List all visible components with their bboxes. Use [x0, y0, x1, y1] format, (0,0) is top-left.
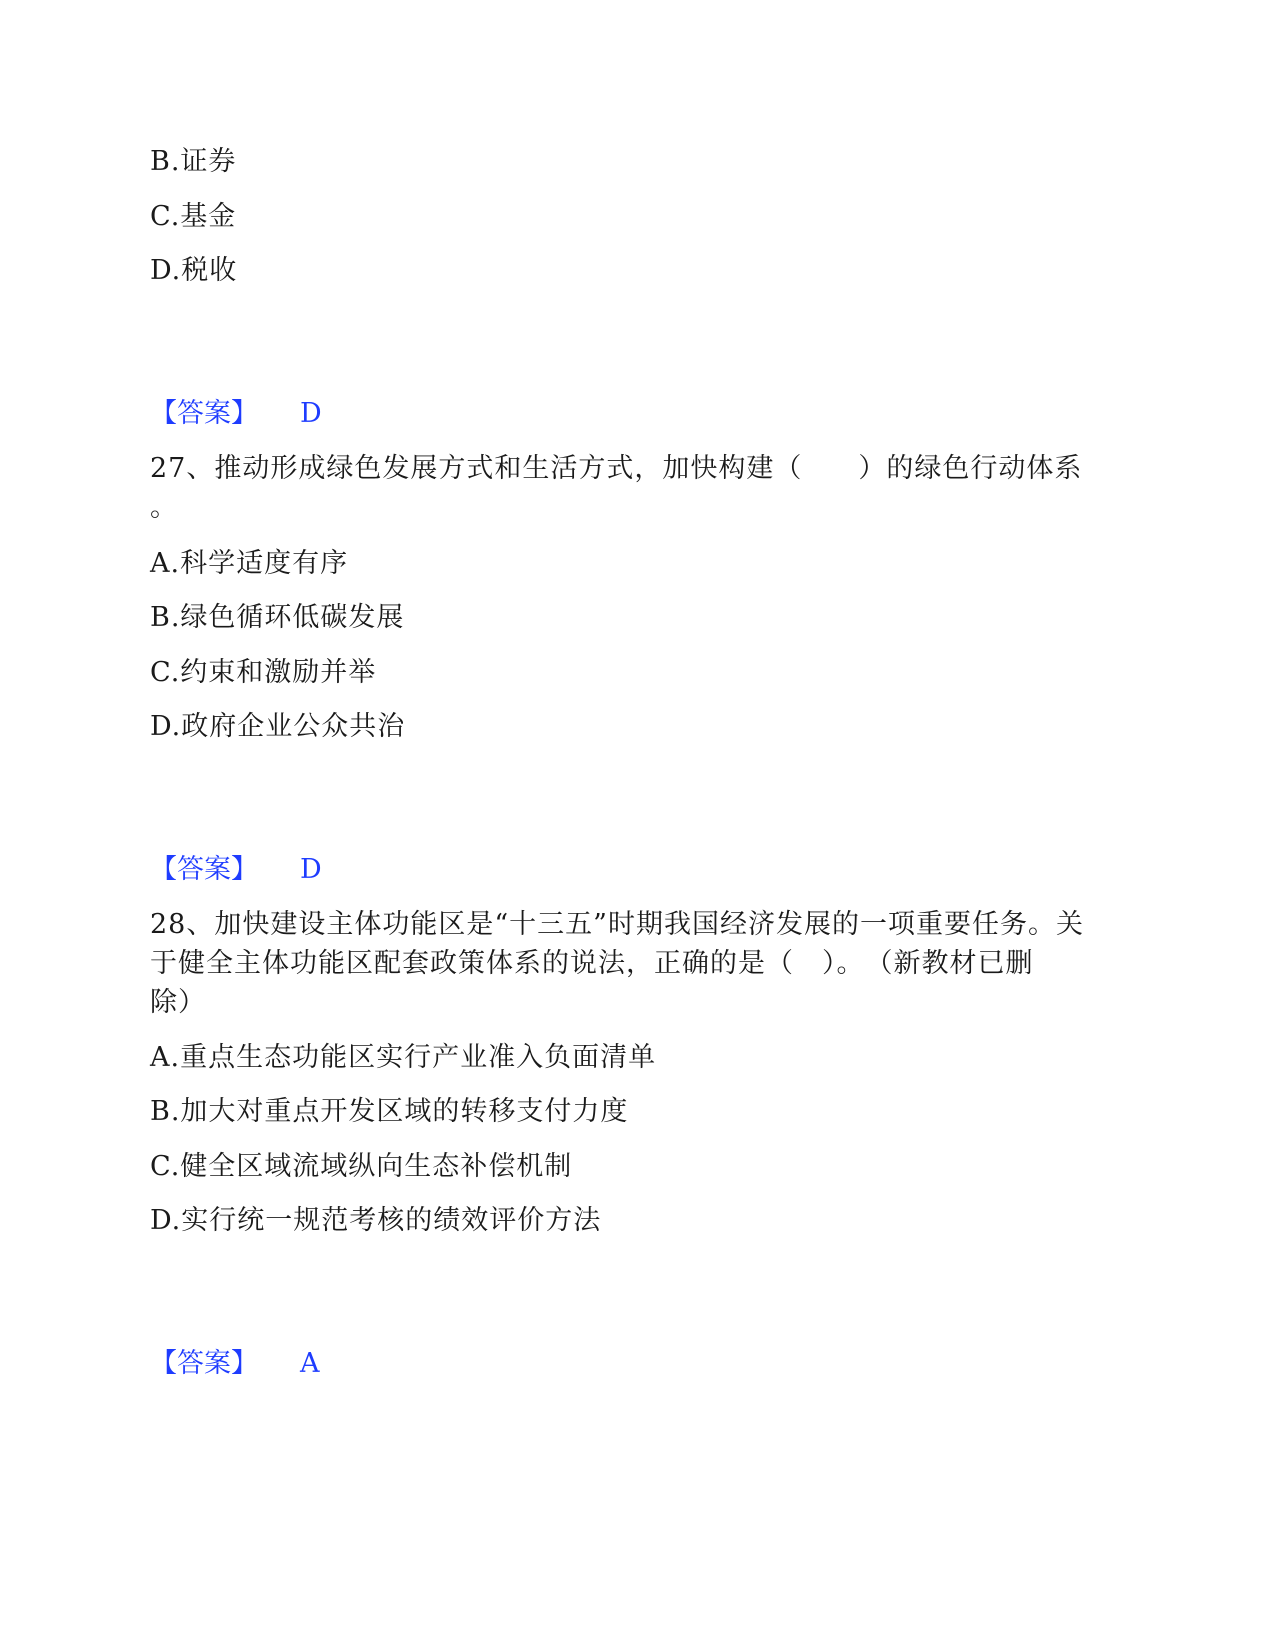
q28-option-c: C.健全区域流域纵向生态补偿机制 — [150, 1151, 573, 1182]
answer-value: D — [300, 854, 322, 885]
q26-option-d: D.税收 — [150, 255, 238, 286]
q28-stem-line-3: 除） — [150, 987, 206, 1018]
q27-stem-line-2: 。 — [150, 492, 178, 523]
answer-label: 【答案】 — [150, 1348, 258, 1379]
answer-value: A — [300, 1348, 320, 1379]
q27-option-d: D.政府企业公众共治 — [150, 711, 406, 742]
q27-option-a: A.科学适度有序 — [150, 548, 349, 579]
answer-value: D — [300, 398, 322, 429]
q28-answer — [150, 1346, 320, 1382]
q28-stem-line-2: 于健全主体功能区配套政策体系的说法，正确的是（ ）。 （新教材已删 — [150, 948, 1034, 979]
q27-option-b: B.绿色循环低碳发展 — [150, 602, 405, 633]
q26-option-b: B.证券 — [150, 146, 237, 177]
q28-option-b: B.加大对重点开发区域的转移支付力度 — [150, 1096, 629, 1127]
answer-label: 【答案】 — [150, 398, 258, 429]
q27-option-c: C.约束和激励并举 — [150, 657, 377, 688]
q28-stem-line-1: 28、加快建设主体功能区是“十三五”时期我国经济发展的一项重要任务。关 — [150, 909, 1084, 940]
q28-option-a: A.重点生态功能区实行产业准入负面清单 — [150, 1042, 657, 1073]
q28-option-d: D.实行统一规范考核的绩效评价方法 — [150, 1205, 602, 1236]
q26-answer — [150, 396, 322, 432]
q27-answer — [150, 852, 322, 888]
q27-stem-line-1: 27、推动形成绿色发展方式和生活方式，加快构建（ ）的绿色行动体系 — [150, 453, 1083, 484]
q26-option-c: C.基金 — [150, 201, 237, 232]
answer-label: 【答案】 — [150, 854, 258, 885]
